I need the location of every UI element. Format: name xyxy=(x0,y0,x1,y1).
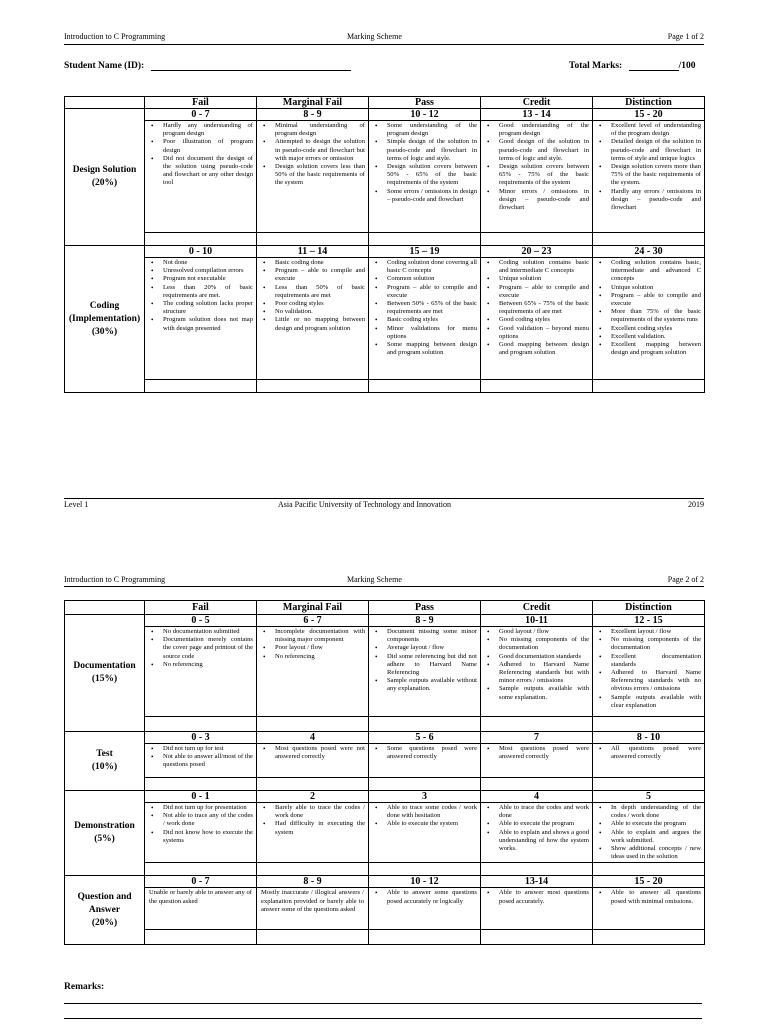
coding-range-distinction: 24 - 30 xyxy=(593,246,705,258)
criterion: • Not able to trace any of the codes / work done xyxy=(149,812,253,828)
criterion: • Adhered to Harvard Name Referencing standards but with minor errors / omissions xyxy=(485,661,589,686)
criterion: • Documentation merely contains the cover page and printout of the source code xyxy=(149,636,253,661)
qa-credit-cell xyxy=(481,888,593,930)
criterion: • Design solution covers between 50% - 65% of the basic requirements of the system xyxy=(373,163,477,188)
criterion: • No validation. xyxy=(261,308,365,316)
criterion: • Able to execute the program xyxy=(597,820,701,828)
test-range-marginal: 4 xyxy=(257,732,369,744)
criterion: • Able to answer most questions posed accurately. xyxy=(485,889,589,905)
test-mark-pass[interactable] xyxy=(369,778,481,791)
test-name: Test xyxy=(96,749,113,759)
header-rule xyxy=(64,586,704,587)
footer-rule xyxy=(64,498,704,499)
documentation-marginal-cell xyxy=(257,627,369,717)
coding-name: Coding xyxy=(89,300,120,311)
documentation-credit-cell xyxy=(481,627,593,717)
coding-marginal-cell xyxy=(257,258,369,380)
criterion: • Good layout / flow xyxy=(485,628,589,636)
coding-fail-cell xyxy=(145,258,257,380)
qa-distinction-cell xyxy=(593,888,705,930)
test-marginal-cell xyxy=(257,744,369,778)
criterion: • Design solution covers between 65% - 75% of the basic requirements of the system xyxy=(485,163,589,188)
demo-fail-cell xyxy=(145,803,257,863)
criterion: • Attempted to design the solution in pseudo-code and flowchart but with major errors or omission xyxy=(261,138,365,163)
qa-range-marginal: 8 - 9 xyxy=(257,876,369,888)
criterion: • Document missing some minor components xyxy=(373,628,477,644)
grade-credit: Credit xyxy=(481,97,593,109)
design-fail-cell xyxy=(145,121,257,233)
grade-marginal-fail: Marginal Fail xyxy=(257,97,369,109)
coding-mark-fail[interactable] xyxy=(145,380,257,393)
criterion: • Not done xyxy=(149,259,253,267)
test-range-pass: 5 - 6 xyxy=(369,732,481,744)
coding-range-pass: 15 – 19 xyxy=(369,246,481,258)
criterion: • No referencing xyxy=(261,653,365,661)
design-range-fail: 0 - 7 xyxy=(145,109,257,121)
criterion: • Unique solution xyxy=(597,284,701,292)
criterion: • Good documentation standards xyxy=(485,653,589,661)
qa-mark-pass[interactable] xyxy=(369,930,481,945)
coding-mark-marginal[interactable] xyxy=(257,380,369,393)
coding-mark-distinction[interactable] xyxy=(593,380,705,393)
test-mark-fail[interactable] xyxy=(145,778,257,791)
criterion: • Little or no mapping between design and program solution xyxy=(261,316,365,332)
test-range-fail: 0 - 3 xyxy=(145,732,257,744)
qa-marginal-cell xyxy=(257,888,369,930)
footer-year: 2019 xyxy=(688,500,704,509)
criterion: • Barely able to trace the codes / work done xyxy=(261,804,365,820)
documentation-fail-cell xyxy=(145,627,257,717)
criterion: • Did not know how to execute the systems xyxy=(149,829,253,845)
criterion: • Excellent documentation standards xyxy=(597,653,701,669)
criterion: • Minor errors / omissions in design – pseudo-code and flowchart xyxy=(485,188,589,213)
criterion: • Good coding styles xyxy=(485,316,589,324)
criterion: • Most questions posed were not answered correctly xyxy=(261,745,365,761)
criterion: • Detailed design of the solution in pseudo-code and flowchart in terms of style and unique logics xyxy=(597,138,701,163)
demonstration-category xyxy=(65,791,145,876)
header-rule xyxy=(64,44,704,45)
demo-mark-marginal[interactable] xyxy=(257,863,369,876)
coding-weight: (30%) xyxy=(91,326,118,337)
criterion: • Program – able to compile and execute xyxy=(597,292,701,308)
design-range-marginal: 8 - 9 xyxy=(257,109,369,121)
demo-mark-fail[interactable] xyxy=(145,863,257,876)
coding-pass-cell xyxy=(369,258,481,380)
criterion: • Program solution does not map with design presented xyxy=(149,316,253,332)
criterion: • Less than 50% of basic requirements are met xyxy=(261,284,365,300)
demo-range-credit: 4 xyxy=(481,791,593,803)
qa-weight: (20%) xyxy=(91,917,118,928)
student-line xyxy=(64,61,704,71)
grade-fail: Fail xyxy=(145,601,257,615)
coding-distinction-cell xyxy=(593,258,705,380)
criterion: • Good mapping between design and program solution xyxy=(485,341,589,357)
documentation-mark-credit[interactable] xyxy=(481,717,593,732)
demo-pass-cell xyxy=(369,803,481,863)
test-weight: (10%) xyxy=(91,762,118,772)
criterion: • Coding solution contains basic, intermediate and advanced C concepts xyxy=(597,259,701,284)
criterion: • Design solution covers less than 50% of the basic requirements of the system xyxy=(261,163,365,188)
documentation-category xyxy=(65,615,145,732)
documentation-mark-marginal[interactable] xyxy=(257,717,369,732)
coding-range-fail: 0 - 10 xyxy=(145,246,257,258)
criterion: • Most questions posed were answered correctly xyxy=(485,745,589,761)
grade-pass: Pass xyxy=(369,601,481,615)
student-name-field[interactable] xyxy=(151,70,351,71)
criterion: • Able to explain and shows a good understanding of how the system works. xyxy=(485,829,589,854)
header-title: Marking Scheme xyxy=(347,575,402,584)
marking-table-page2 xyxy=(64,600,705,945)
coding-mark-pass[interactable] xyxy=(369,380,481,393)
design-range-distinction: 15 - 20 xyxy=(593,109,705,121)
documentation-name: Documentation xyxy=(73,661,136,671)
footer-level: Level 1 xyxy=(64,500,89,509)
demo-mark-distinction[interactable] xyxy=(593,863,705,876)
criterion: • Did not turn up for presentation xyxy=(149,804,253,812)
criterion: • Some mapping between design and program solution xyxy=(373,341,477,357)
criterion: • Sample outputs available with clear explanation xyxy=(597,694,701,710)
criterion: • Coding solution contains basic and intermediate C concepts xyxy=(485,259,589,275)
criterion: • In depth understanding of the codes / work done xyxy=(597,804,701,820)
criterion: • Some understanding of the program design xyxy=(373,122,477,138)
criterion: • Able to trace the codes and work done xyxy=(485,804,589,820)
header-title: Marking Scheme xyxy=(347,32,402,41)
criterion: • Less than 20% of basic requirements are met. xyxy=(149,284,253,300)
test-range-credit: 7 xyxy=(481,732,593,744)
criterion: • Minimal understanding of program design xyxy=(261,122,365,138)
design-pass-cell xyxy=(369,121,481,233)
criterion: • Simple design of the solution in pseudo-code and flowchart in terms of logic and style. xyxy=(373,138,477,163)
documentation-weight: (15%) xyxy=(91,674,118,684)
demo-range-distinction: 5 xyxy=(593,791,705,803)
criterion: Unable or barely able to answer any of the question asked xyxy=(149,889,252,905)
criterion: • Poor illustration of program design xyxy=(149,138,253,154)
criterion: • Did some referencing but did not adhere to Harvard Name Referencing xyxy=(373,653,477,678)
design-solution-weight: (20%) xyxy=(91,178,118,188)
demonstration-weight: (5%) xyxy=(94,834,115,845)
criterion: • Adhered to Harvard Name Referencing standards with no obvious errors / omissions xyxy=(597,669,701,694)
coding-range-credit: 20 – 23 xyxy=(481,246,593,258)
criterion: • Average layout / flow xyxy=(373,644,477,652)
criterion: • Between 65% - 75% of the basic requirements of are met xyxy=(485,300,589,316)
criterion: • Excellent coding styles xyxy=(597,325,701,333)
qa-mark-fail[interactable] xyxy=(145,930,257,945)
footer-university: Asia Pacific University of Technology and Innovation xyxy=(278,500,452,509)
criterion: • Unresolved compilation errors xyxy=(149,267,253,275)
criterion: • Able to execute the program xyxy=(485,820,589,828)
documentation-range-marginal: 6 - 7 xyxy=(257,615,369,627)
criterion: • Excellent layout / flow xyxy=(597,628,701,636)
criterion: • More than 75% of the basic requirements of the systems runs xyxy=(597,308,701,324)
design-solution-category xyxy=(65,109,145,246)
grade-distinction: Distinction xyxy=(593,97,705,109)
criterion: • No missing components of the documentation xyxy=(485,636,589,652)
criterion: • Basic coding done xyxy=(261,259,365,267)
qa-fail-cell xyxy=(145,888,257,930)
criterion: • The coding solution lacks proper structure xyxy=(149,300,253,316)
test-pass-cell xyxy=(369,744,481,778)
documentation-range-distinction: 12 - 15 xyxy=(593,615,705,627)
design-range-pass: 10 - 12 xyxy=(369,109,481,121)
documentation-mark-pass[interactable] xyxy=(369,717,481,732)
criterion: • Basic coding styles xyxy=(373,316,477,324)
design-solution-name: Design Solution xyxy=(72,165,137,175)
documentation-pass-cell xyxy=(369,627,481,717)
qa-mark-distinction[interactable] xyxy=(593,930,705,945)
criterion: • Coding solution done covering all basic C concepts xyxy=(373,259,477,275)
design-mark-fail[interactable] xyxy=(145,233,257,246)
design-credit-cell xyxy=(481,121,593,233)
qa-range-pass: 10 - 12 xyxy=(369,876,481,888)
documentation-mark-distinction[interactable] xyxy=(593,717,705,732)
coding-subname: (Implementation) xyxy=(68,313,141,324)
criterion: • Program – able to compile and execute xyxy=(485,284,589,300)
remarks-label: Remarks: xyxy=(64,982,105,992)
criterion: • Program not executable xyxy=(149,275,253,283)
header-page: Page 2 of 2 xyxy=(667,575,704,584)
remarks-line[interactable] xyxy=(64,1018,702,1019)
criterion: • Did not turn up for test xyxy=(149,745,253,753)
qa-mark-marginal[interactable] xyxy=(257,930,369,945)
criterion: • No missing components of the documentation xyxy=(597,636,701,652)
header-course: Introduction to C Programming xyxy=(64,575,166,584)
criterion: • Excellent level of understanding of the program design xyxy=(597,122,701,138)
qa-range-fail: 0 - 7 xyxy=(145,876,257,888)
coding-category xyxy=(65,246,145,393)
grade-distinction: Distinction xyxy=(593,601,705,615)
design-mark-pass[interactable] xyxy=(369,233,481,246)
coding-mark-credit[interactable] xyxy=(481,380,593,393)
coding-credit-cell xyxy=(481,258,593,380)
criterion: • Excellent validation. xyxy=(597,333,701,341)
criterion: • Design solution covers more than 75% of the basic requirements of the system. xyxy=(597,163,701,188)
corner-cell xyxy=(65,601,145,615)
design-mark-marginal[interactable] xyxy=(257,233,369,246)
qa-subname: Answer xyxy=(88,904,121,915)
criterion: • Had difficulty in executing the system xyxy=(261,820,365,836)
documentation-range-pass: 8 - 9 xyxy=(369,615,481,627)
qa-pass-cell xyxy=(369,888,481,930)
criterion: • Sample outputs available with some explanation. xyxy=(485,685,589,701)
corner-cell xyxy=(65,97,145,109)
documentation-distinction-cell xyxy=(593,627,705,717)
criterion: Mostly inaccurate / illogical answers / explanation provided or barely able to answer some of the questions asked xyxy=(261,889,364,913)
criterion: • Excellent mapping between design and program solution xyxy=(597,341,701,357)
design-range-credit: 13 - 14 xyxy=(481,109,593,121)
qa-category xyxy=(65,876,145,945)
criterion: • Poor layout / flow xyxy=(261,644,365,652)
criterion: • Hardly any errors / omissions in design – pseudo-code and flowchart xyxy=(597,188,701,213)
criterion: • Unique solution xyxy=(485,275,589,283)
design-marginal-cell xyxy=(257,121,369,233)
test-category xyxy=(65,732,145,791)
demo-distinction-cell xyxy=(593,803,705,863)
documentation-range-credit: 10-11 xyxy=(481,615,593,627)
total-marks-suffix: /100 xyxy=(678,61,696,71)
criterion: • Not able to answer all/most of the questions posed xyxy=(149,753,253,769)
grade-pass: Pass xyxy=(369,97,481,109)
criterion: • Sample outputs available without any explanation. xyxy=(373,677,477,693)
qa-range-credit: 13-14 xyxy=(481,876,593,888)
criterion: • Good understanding of the program design xyxy=(485,122,589,138)
criterion: • All questions posed were answered correctly xyxy=(597,745,701,761)
demo-credit-cell xyxy=(481,803,593,863)
criterion: • Able to trace some codes / work done with hesitation xyxy=(373,804,477,820)
design-distinction-cell xyxy=(593,121,705,233)
student-name-label: Student Name (ID): xyxy=(64,61,145,71)
criterion: • Program – able to compile and execute xyxy=(261,267,365,283)
criterion: • Able to execute the system xyxy=(373,820,477,828)
test-mark-credit[interactable] xyxy=(481,778,593,791)
marking-table-page1 xyxy=(64,96,705,393)
test-mark-marginal[interactable] xyxy=(257,778,369,791)
design-mark-distinction[interactable] xyxy=(593,233,705,246)
documentation-mark-fail[interactable] xyxy=(145,717,257,732)
grade-fail: Fail xyxy=(145,97,257,109)
grade-credit: Credit xyxy=(481,601,593,615)
criterion: • No documentation submitted xyxy=(149,628,253,636)
remarks-line[interactable] xyxy=(64,1003,702,1004)
test-range-distinction: 8 - 10 xyxy=(593,732,705,744)
test-fail-cell xyxy=(145,744,257,778)
header-course: Introduction to C Programming xyxy=(64,32,166,41)
qa-range-distinction: 15 - 20 xyxy=(593,876,705,888)
criterion: • Able to answer all questions posed with minimal omissions. xyxy=(597,889,701,905)
demo-range-fail: 0 - 1 xyxy=(145,791,257,803)
criterion: • Did not document the design of the solution using pseudo-code and flowchart or any other design tool xyxy=(149,155,253,188)
test-mark-distinction[interactable] xyxy=(593,778,705,791)
criterion: • Common solution xyxy=(373,275,477,283)
coding-range-marginal: 11 – 14 xyxy=(257,246,369,258)
criterion: • Some questions posed were answered correctly xyxy=(373,745,477,761)
criterion: • Incomplete documentation with missing major component xyxy=(261,628,365,644)
criterion: • Hardly any understanding of program design xyxy=(149,122,253,138)
criterion: • Show additional concepts / new ideas used in the solution xyxy=(597,845,701,861)
criterion: • Able to explain and argues the work submitted. xyxy=(597,829,701,845)
demo-mark-pass[interactable] xyxy=(369,863,481,876)
criterion: • Between 50% - 65% of the basic requirements are met xyxy=(373,300,477,316)
qa-mark-credit[interactable] xyxy=(481,930,593,945)
criterion: • Poor coding styles xyxy=(261,300,365,308)
documentation-range-fail: 0 - 5 xyxy=(145,615,257,627)
design-mark-credit[interactable] xyxy=(481,233,593,246)
total-marks-field[interactable] xyxy=(629,70,679,71)
demo-mark-credit[interactable] xyxy=(481,863,593,876)
test-credit-cell xyxy=(481,744,593,778)
demo-range-marginal: 2 xyxy=(257,791,369,803)
demonstration-name: Demonstration xyxy=(74,821,135,832)
qa-name: Question and xyxy=(77,891,132,902)
criterion: • Good design of the solution in pseudo-code and flowchart in terms of logic and style. xyxy=(485,138,589,163)
criterion: • No referencing xyxy=(149,661,253,669)
criterion: • Minor validations for menu options xyxy=(373,325,477,341)
header-page: Page 1 of 2 xyxy=(667,32,704,41)
criterion: • Good validation – beyond menu options xyxy=(485,325,589,341)
grade-marginal-fail: Marginal Fail xyxy=(257,601,369,615)
criterion: • Program – able to compile and execute xyxy=(373,284,477,300)
criterion: • Able to answer some questions posed accurately or logically xyxy=(373,889,477,905)
demo-marginal-cell xyxy=(257,803,369,863)
demo-range-pass: 3 xyxy=(369,791,481,803)
total-marks-label: Total Marks: xyxy=(569,61,623,71)
test-distinction-cell xyxy=(593,744,705,778)
total-marks xyxy=(569,61,696,71)
criterion: • Some errors / omissions in design – pseudo-code and flowchart xyxy=(373,188,477,204)
